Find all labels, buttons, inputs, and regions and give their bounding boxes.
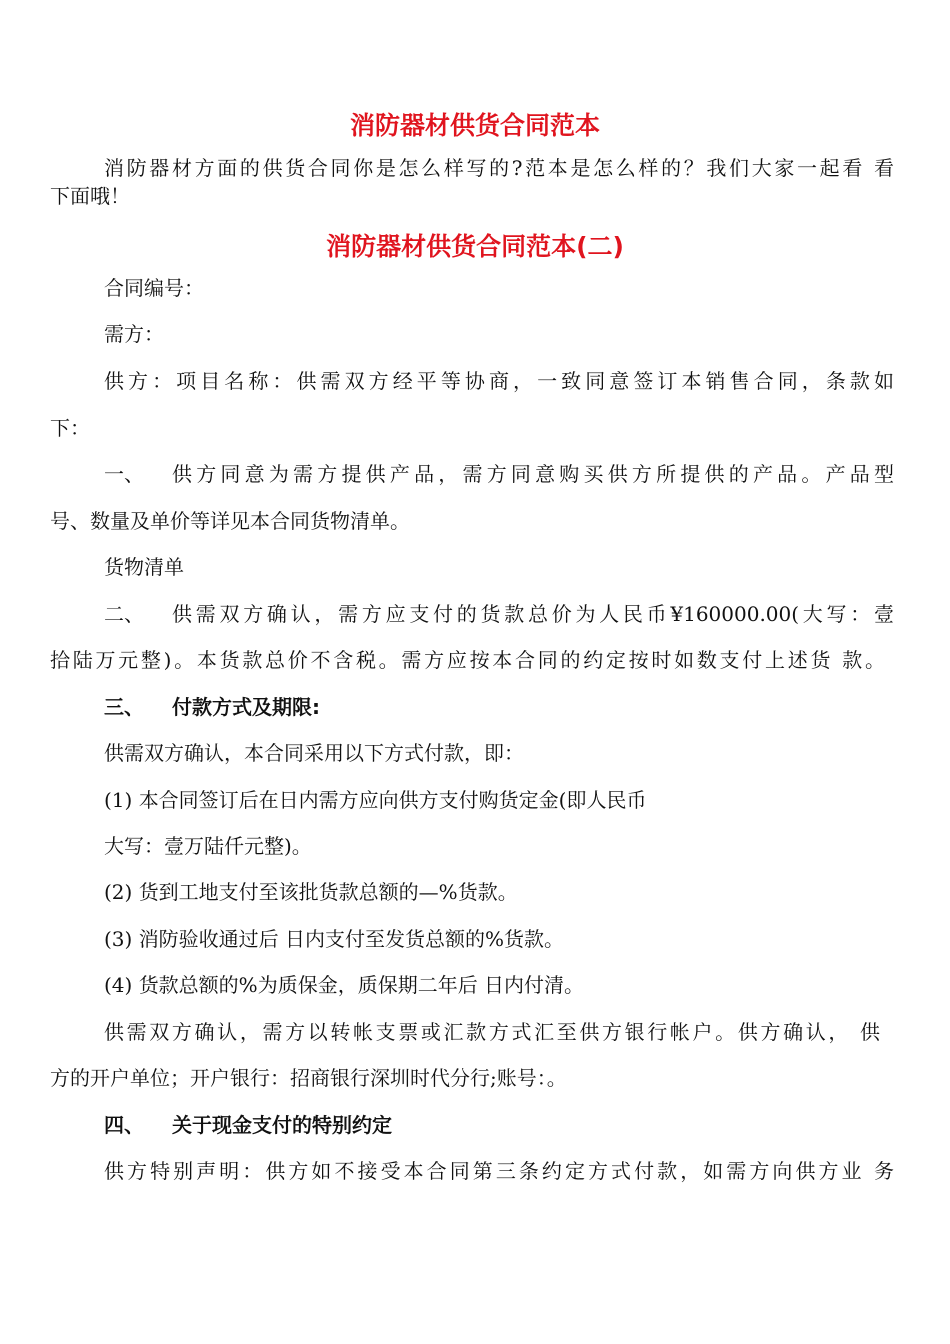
- contract-number-label: 合同编号：: [104, 276, 204, 300]
- intro-paragraph-line-2: 下面哦！: [50, 184, 130, 208]
- intro-paragraph-line-1: 消防器材方面的供货合同你是怎么样写的?范本是怎么样的？我们大家一起看 看: [104, 156, 894, 180]
- article-1-line-2: 号、数量及单价等详见本合同货物清单。: [50, 509, 410, 533]
- payment-item-2: (2) 货到工地支付至该批货款总额的—%货款。: [104, 880, 518, 904]
- article-2-number: 二、: [104, 602, 144, 626]
- transfer-paragraph-line-1: 供需双方确认，需方以转帐支票或汇款方式汇至供方银行帐户。供方确认， 供: [104, 1020, 880, 1044]
- section-title: 消防器材供货合同范本(二): [326, 232, 624, 261]
- payment-item-3: (3) 消防验收通过后 日内支付至发货总额的%货款。: [104, 927, 565, 951]
- payment-item-1-line-1: (1) 本合同签订后在日内需方应向供方支付购货定金(即人民币: [104, 788, 647, 812]
- article-2-line-1: [104, 602, 894, 626]
- article-1-text: 供方同意为需方提供产品，需方同意购买供方所提供的产品。产品型: [172, 462, 894, 486]
- payment-intro: 供需双方确认，本合同采用以下方式付款，即：: [104, 741, 524, 765]
- article-2-line-2: 拾陆万元整)。本货款总价不含税。需方应按本合同的约定按时如数支付上述货 款。: [50, 648, 885, 672]
- supplier-paragraph-line-1: 供方：项目名称：供需双方经平等协商，一致同意签订本销售合同，条款如: [104, 369, 894, 393]
- article-2-text: 供需双方确认，需方应支付的货款总价为人民币¥160000.00(大写：壹: [172, 602, 894, 626]
- article-3-number: 三、: [104, 695, 144, 719]
- article-4-number: 四、: [104, 1113, 144, 1137]
- goods-list-label: 货物清单: [104, 555, 184, 579]
- transfer-paragraph-line-2: 方的开户单位；开户银行：招商银行深圳时代分行;账号：。: [50, 1066, 567, 1090]
- supplier-paragraph-line-2: 下：: [50, 416, 90, 440]
- article-4-heading: [104, 1113, 392, 1137]
- article-1-line-1: [104, 462, 894, 486]
- payment-item-1-line-2: 大写：壹万陆仟元整)。: [104, 834, 312, 858]
- article-1-number: 一、: [104, 462, 144, 486]
- article-4-title: 关于现金支付的特别约定: [172, 1113, 392, 1137]
- buyer-label: 需方：: [104, 322, 164, 346]
- article-3-title: 付款方式及期限:: [172, 695, 320, 719]
- article-3-heading: [104, 695, 320, 719]
- payment-item-4: (4) 货款总额的%为质保金，质保期二年后 日内付清。: [104, 973, 585, 997]
- article-4-line-1: 供方特别声明：供方如不接受本合同第三条约定方式付款，如需方向供方业 务: [104, 1159, 894, 1183]
- document-title: 消防器材供货合同范本: [349, 111, 600, 140]
